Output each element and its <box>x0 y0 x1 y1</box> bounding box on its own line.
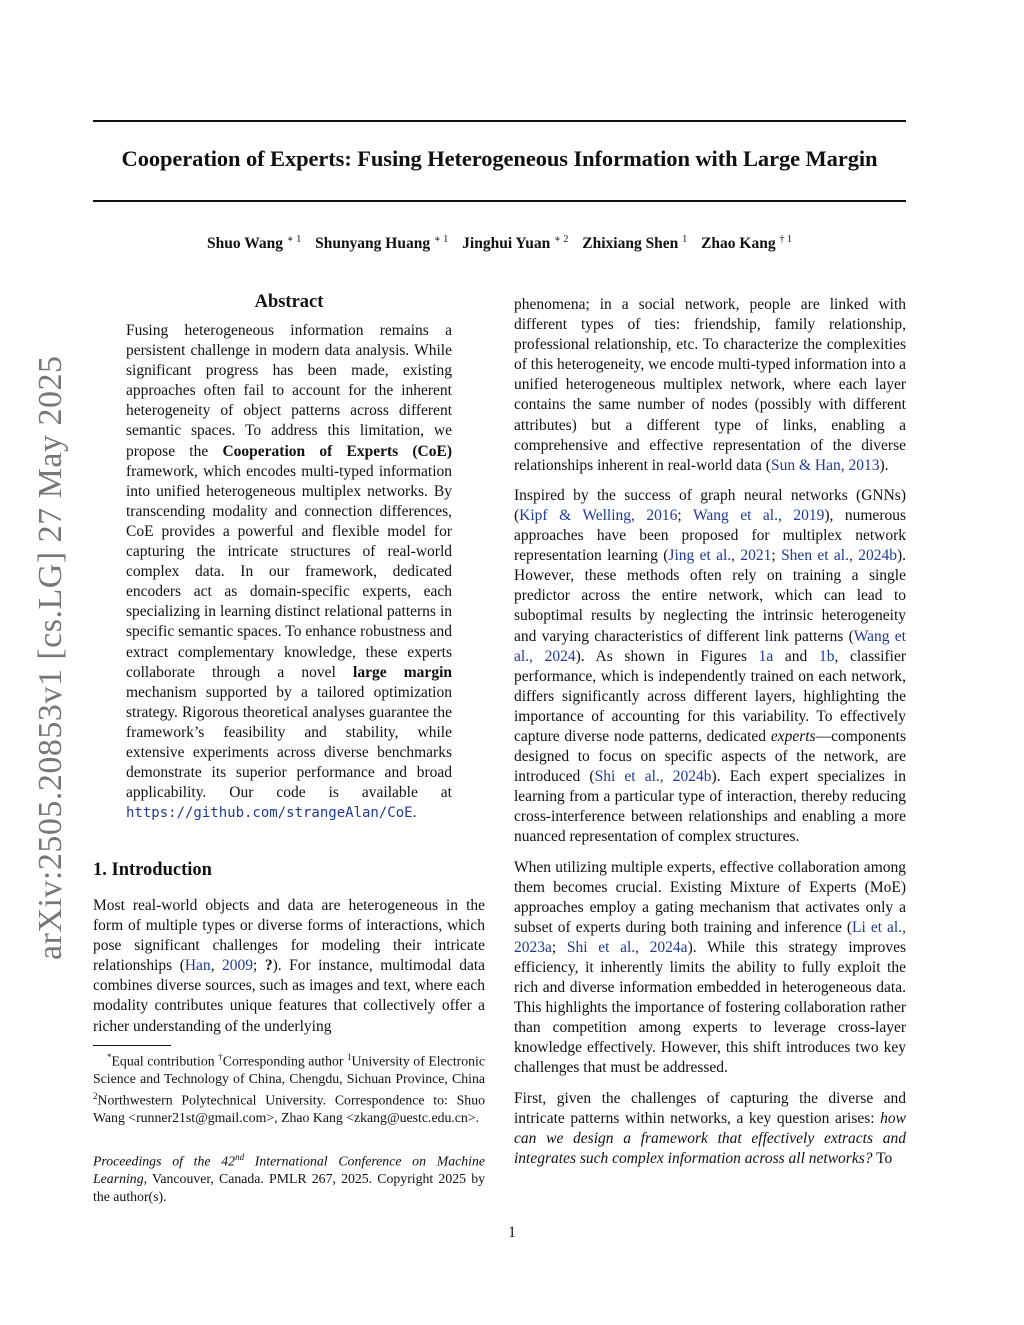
broken-citation: ? <box>264 957 273 975</box>
citation-link[interactable]: Kipf & Welling, 2016 <box>519 506 678 524</box>
author: Shuo Wang $^{∗ 1}$ <box>207 234 302 253</box>
citation-link[interactable]: Li et al., 2023a <box>514 918 906 956</box>
citation-link[interactable]: Wang et al., 2024 <box>514 627 906 665</box>
citation-link[interactable]: Wang et al., 2019 <box>692 506 825 524</box>
citation-link[interactable]: Han <box>184 957 211 975</box>
right-column <box>514 295 906 1169</box>
paragraph: phenomena; in a social network, people are linked with different types of ties: friendship, family relationship, professional relationship, etc. To characterize the complexities of this heterogeneity, we encode multi-typed information into a unified heterogeneous multiplex network, where each layer contains the same number of nodes (possibly with different attributes) but a different type of links, enabling a comprehensive and effective representation of the diverse relationships inherent in real-world data (Sun & Han, 2013). <box>514 296 906 474</box>
page-number: 1 <box>508 1224 516 1241</box>
arxiv-stamp: arXiv:2505.20853v1 [cs.LG] 27 May 2025 <box>32 355 69 960</box>
citation-link[interactable]: Shen et al., 2024b <box>781 547 897 565</box>
code-link[interactable]: https://github.com/strangeAlan/CoE <box>126 805 413 822</box>
author-list <box>93 234 906 253</box>
citation-link[interactable]: 2009 <box>222 957 254 975</box>
section-heading-introduction: 1. Introduction <box>93 860 212 880</box>
author: Zhixiang Shen $^1$ <box>582 234 688 253</box>
figure-ref-link[interactable]: 1a <box>758 647 774 665</box>
title-bottom-rule <box>93 200 906 202</box>
paper-title: Cooperation of Experts: Fusing Heterogeneous Information with Large Margin <box>121 146 878 171</box>
paragraph: When utilizing multiple experts, effective collaboration among them becomes crucial. Existing Mixture of Experts (MoE) approaches employ a gating mechanism that activates only a subset of experts during both training and inference (Li et al., 2023a; Shi et al., 2024a). While this strategy improves efficiency, it inherently limits the ability to fully exploit the rich and diverse information embedded in heterogeneous data. This highlights the importance of fostering collaboration rather than competition among experts to leverage cross-layer knowledge effectively. However, this shift introduces two key challenges that must be addressed. <box>514 858 907 1077</box>
footnote-affiliations: *Equal contribution †Corresponding author $^1$University of Electronic Science and Technology of China, Chengdu, Sichuan Province, China $^2$Northwestern Polytechnical University. Correspondence to: Shuo Wang <runner21st@gmail.com>, Zhao Kang <zkang@uestc.edu.cn>. <box>93 1052 486 1125</box>
author: Shunyang Huang $^{∗ 1}$ <box>315 234 449 253</box>
footnote-proceedings: Proceedings of the 42nd International Conference on Machine Learning, Vancouver, Canada. PMLR 267, 2025. Copyright 2025 by the author(s). <box>93 1152 485 1204</box>
abstract-heading: Abstract <box>254 292 324 312</box>
footnote-rule <box>93 1045 171 1046</box>
paragraph: First, given the challenges of capturing the diverse and intricate patterns within networks, a key question arises: how can we design a framework that effectively extracts and integrates such complex information across all networks? To <box>514 1089 906 1167</box>
citation-link[interactable]: Sun & Han, 2013 <box>770 456 880 474</box>
author: Jinghui Yuan $^{∗ 2}$ <box>462 234 569 253</box>
citation-link[interactable]: Shi et al., 2024b <box>594 768 712 786</box>
author: Zhao Kang $^{\dagger 1}$ <box>701 234 792 253</box>
abstract-body: Fusing heterogeneous information remains a persistent challenge in modern data analysis. While significant progress has been made, existing approaches often fail to account for the inherent heterogeneity of object patterns across different semantic spaces. To address this limitation, we propose the Cooperation of Experts (CoE) framework, which encodes multi-typed information into unified heterogeneous multiplex networks. By transcending modality and connection differences, CoE provides a powerful and flexible model for capturing the intricate structures of real-world complex data. In our framework, dedicated encoders act as domain-specific experts, each specializing in learning distinct relational patterns in specific semantic spaces. To enhance robustness and extract complementary knowledge, these experts collaborate through a novel large margin mechanism supported by a tailored optimization strategy. Rigorous theoretical analyses guarantee the framework’s feasibility and stability, while extensive experiments across diverse benchmarks demonstrate its superior performance and broad applicability. Our code is available at https://github.com/strangeAlan/CoE. <box>126 322 452 822</box>
intro-paragraph: Most real-world objects and data are heterogeneous in the form of multiple types or diverse forms of interactions, which pose significant challenges for modeling their intricate relationships (Han, 2009; ?). For instance, multimodal data combines diverse sources, such as images and text, where each modality contributes unique features that collectively offer a richer understanding of the underlying <box>93 897 486 1035</box>
title-top-rule <box>93 120 906 122</box>
citation-link[interactable]: Jing et al., 2021 <box>668 547 772 565</box>
figure-ref-link[interactable]: 1b <box>818 647 835 665</box>
paragraph: Inspired by the success of graph neural networks (GNNs) (Kipf & Welling, 2016; Wang et al., 2019), numerous approaches have been proposed for multiplex network representation learning (Jing et al., 2021; Shen et al., 2024b). However, these methods often rely on training a single predictor across the entire network, which can lead to suboptimal results by neglecting the intrinsic heterogeneity and varying characteristics of different link patterns (Wang et al., 2024). As shown in Figures 1a and 1b, classifier performance, which is independently trained on each network, differs significantly across different layers, highlighting the importance of accounting for this variability. To effectively capture diverse node patterns, dedicated experts—components designed to focus on specific aspects of the network, are introduced (Shi et al., 2024b). Each expert specializes in learning from a particular type of interaction, thereby reducing cross-interference between relationships and enabling a more nuanced representation of complex structures. <box>514 486 907 846</box>
citation-link[interactable]: Shi et al., 2024a <box>566 938 688 956</box>
